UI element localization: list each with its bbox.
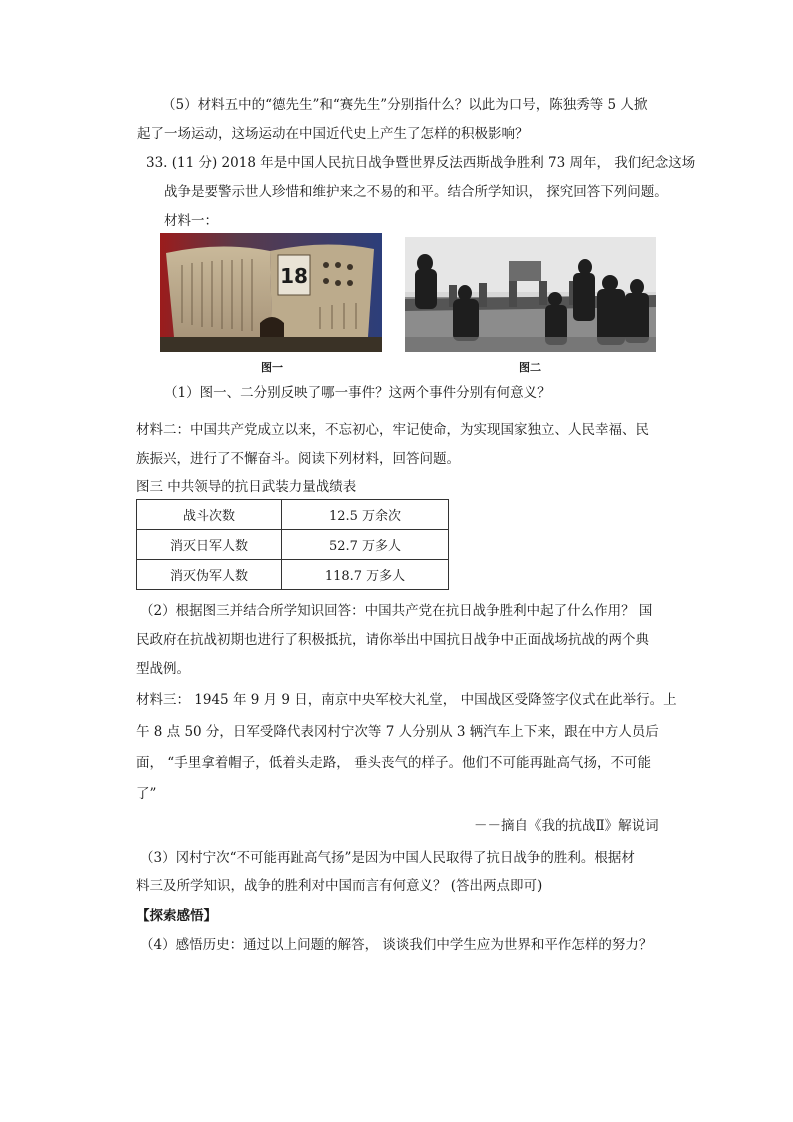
q33-line-2: 战争是要警示世人珍惜和维护来之不易的和平。结合所学知识， 探究回答下列问题。 bbox=[164, 184, 668, 200]
material2-line-1: 材料二：中国共产党成立以来，不忘初心，牢记使命，为实现国家独立、人民幸福、民 bbox=[136, 422, 649, 438]
figure-2-caption: 图二 bbox=[519, 361, 541, 374]
q33-sub-1: （1）图一、二分别反映了哪一事件？这两个事件分别有何意义？ bbox=[164, 385, 551, 401]
q5-line-2: 起了一场运动，这场运动在中国近代史上产生了怎样的积极影响？ bbox=[137, 126, 529, 142]
material3-line-4: 了” bbox=[136, 786, 157, 802]
figure-1-caption: 图一 bbox=[261, 361, 283, 374]
figure-1-image bbox=[160, 233, 382, 352]
material3-line-3: 面， “手里拿着帽子，低着头走路， 垂头丧气的样子。他们不可能再趾高气扬，不可能 bbox=[136, 755, 651, 771]
material3-line-1: 材料三： 1945 年 9 月 9 日，南京中央军校大礼堂， 中国战区受降签字仪式在此举行。上 bbox=[136, 692, 677, 708]
table-title: 图三 中共领导的抗日武装力量战绩表 bbox=[136, 479, 357, 495]
table-cell-value: 12.5 万余次 bbox=[282, 500, 449, 530]
table-row bbox=[137, 560, 449, 590]
q2-line-3: 型战例。 bbox=[136, 661, 190, 677]
results-table bbox=[136, 499, 449, 590]
material2-line-2: 族振兴，进行了不懈奋斗。阅读下列材料，回答问题。 bbox=[136, 451, 460, 467]
table-cell-value: 52.7 万多人 bbox=[282, 530, 449, 560]
material3-line-2: 午 8 点 50 分，日军受降代表冈村宁次等 7 人分别从 3 辆汽车上下来，跟在中方人员后 bbox=[136, 724, 659, 740]
q4-line: （4）感悟历史：通过以上问题的解答， 谈谈我们中学生应为世界和平作怎样的努力？ bbox=[140, 937, 653, 953]
explore-heading: 【探索感悟】 bbox=[136, 908, 217, 924]
material3-source: －－摘自《我的抗战Ⅱ》解说词 bbox=[474, 818, 659, 834]
q5-line-1: （5）材料五中的“德先生”和“赛先生”分别指什么？以此为口号，陈独秀等 5 人掀 bbox=[162, 97, 648, 113]
table-cell-label: 消灭日军人数 bbox=[137, 530, 282, 560]
table-row bbox=[137, 500, 449, 530]
table-row bbox=[137, 530, 449, 560]
q2-line-1: （2）根据图三并结合所学知识回答：中国共产党在抗日战争胜利中起了什么作用？ 国 bbox=[140, 603, 653, 619]
q3-line-1: （3）冈村宁次“不可能再趾高气扬”是因为中国人民取得了抗日战争的胜利。根据材 bbox=[140, 850, 635, 866]
figure-1-number: 18 bbox=[280, 264, 308, 288]
q3-line-2: 料三及所学知识，战争的胜利对中国而言有何意义？ (答出两点即可) bbox=[136, 878, 543, 894]
q33-line-1: 33. (11 分) 2018 年是中国人民抗日战争暨世界反法西斯战争胜利 73 周年， 我们纪念这场 bbox=[146, 155, 696, 171]
table-cell-label: 战斗次数 bbox=[137, 500, 282, 530]
table-cell-value: 118.7 万多人 bbox=[282, 560, 449, 590]
table-cell-label: 消灭伪军人数 bbox=[137, 560, 282, 590]
q2-line-2: 民政府在抗战初期也进行了积极抵抗，请你举出中国抗日战争中正面战场抗战的两个典 bbox=[136, 632, 649, 648]
material1-label: 材料一： bbox=[164, 213, 218, 229]
figure-2-image bbox=[405, 237, 656, 352]
